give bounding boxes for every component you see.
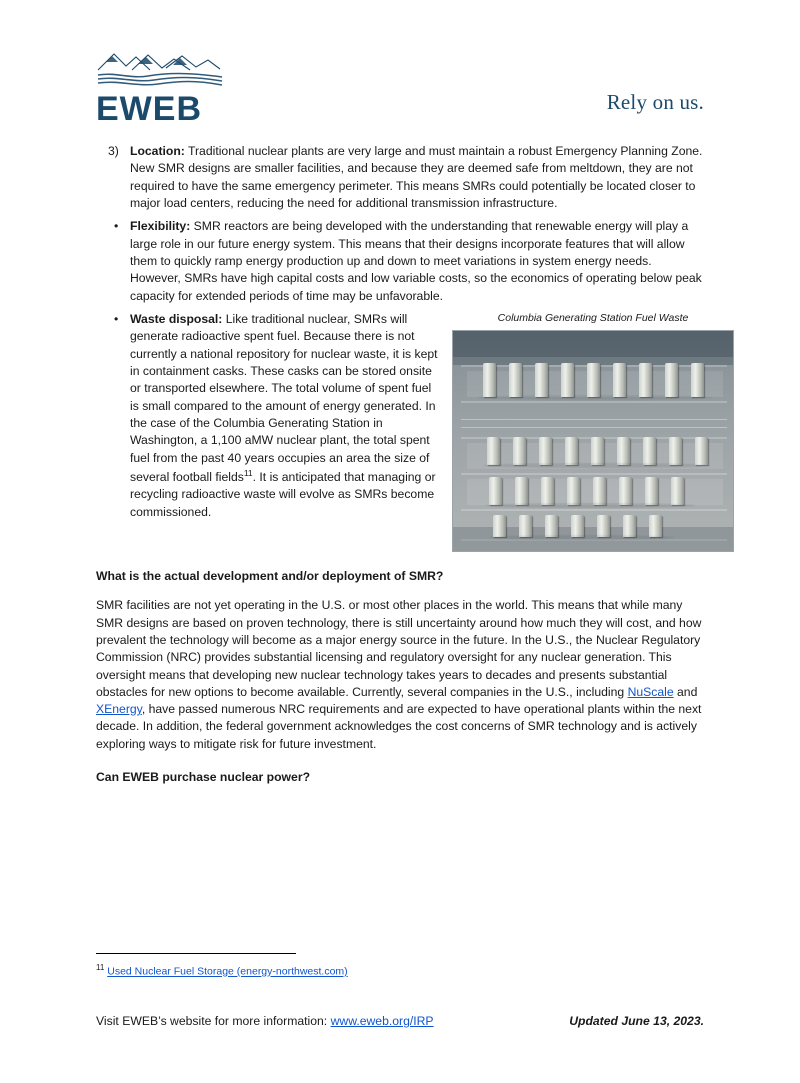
footnote-reference: 11 (243, 467, 253, 478)
footer-updated-date: Updated June 13, 2023. (569, 1014, 704, 1028)
tagline: Rely on us. (606, 90, 704, 114)
eweb-logo (96, 48, 231, 126)
paragraph-text-b: and (673, 684, 698, 699)
figure-fuel-waste (452, 311, 734, 552)
dry-cask-storage-photo (452, 330, 734, 552)
paragraph-text-c: , have passed numerous NRC requirements and are expected to have operational plants within the next decade. In addition, the federal government acknowledges the cost concerns of SMR technology and is actively exploring ways to mitigate risk for future investment. (96, 702, 702, 751)
list-marker: • (114, 311, 119, 326)
page-header (0, 48, 800, 143)
link-nuscale[interactable]: NuScale (627, 684, 674, 699)
list-marker: • (114, 219, 119, 234)
footnote-area (96, 953, 704, 979)
section-heading-development: What is the actual development and/or deployment of SMR? (96, 568, 444, 583)
footer-link-irp[interactable]: www.eweb.org/IRP (330, 1014, 434, 1028)
logo-wordmark: EWEB (96, 90, 202, 128)
list-item-lead: Waste disposal: (130, 311, 223, 326)
paragraph-text-a: SMR facilities are not yet operating in the U.S. or most other places in the world. This means that while many SMR designs are based on proven technology, there is still uncertainty around how much they will cost, and how prevalent the technology will become as a major energy source in the future. In the U.S., the Nuclear Regulatory Commission (NRC) provides substantial licensing and regulatory oversight for any nuclear generation. This oversight means that developing new nuclear technology takes years to decades and presents substantial obstacles for new options to become available. Currently, several companies in the U.S., including (96, 598, 702, 699)
waste-text-part2: . It is anticipated that managing or recycling radioactive waste will evolve as SMRs become commissioned. (130, 469, 436, 519)
document-page (0, 48, 800, 1083)
footnote-separator (96, 953, 296, 954)
list-item-lead: Location: (130, 144, 185, 158)
footnote-link[interactable]: Used Nuclear Fuel Storage (energy-northwest.com) (107, 965, 348, 978)
document-body (0, 143, 800, 786)
footnote-number: 11 (96, 963, 105, 972)
list-item (96, 143, 704, 212)
waste-text-part1: Like traditional nuclear, SMRs will generate radioactive spent fuel. Because there is not currently a national repository for nuclear waste, it is kept in containment casks. These casks can be stored onsite or transported elsewhere. The total volume of spent fuel is small compared to the amount of energy generated. In the case of the Columbia Generating Station in Washington, a 1,100 aMW nuclear plant, the total spent fuel from the past 40 years occupies an area the size of several football fields (130, 311, 438, 484)
footnote-entry (96, 962, 704, 979)
waste-disposal-section (96, 311, 704, 552)
list-item-text: SMR reactors are being developed with the understanding that renewable energy will play a large role in our future energy system. This means that their designs incorporate features that will allow them to quickly ramp energy production up and down to meet variations in system energy needs. However, SMRs have high capital costs and low variable costs, so the economics of operating below peak capacity for extended periods of time may be unfavorable. (130, 219, 702, 303)
page-footer (96, 1014, 704, 1028)
paragraph-development (96, 597, 704, 753)
waste-disposal-text (130, 311, 438, 552)
list-item (96, 218, 704, 305)
link-xenergy[interactable]: XEnergy (96, 702, 142, 717)
mountain-river-logo-icon (96, 48, 224, 90)
list-item-body (130, 143, 704, 212)
footer-text: Visit EWEB’s website for more information: (96, 1014, 331, 1028)
list-item-text: Traditional nuclear plants are very large and must maintain a robust Emergency Planning Zone. New SMR designs are smaller facilities, and because they are deemed safe from meltdown, they are not required to have the same emergency perimeter. This means SMRs could potentially be located closer to major load centers, reducing the need for additional transmission infrastructure. (130, 144, 703, 210)
list-item-body (130, 218, 704, 305)
list-item-lead: Flexibility: (130, 219, 191, 234)
section-heading-purchase: Can EWEB purchase nuclear power? (96, 770, 311, 785)
figure-caption: Columbia Generating Station Fuel Waste (497, 311, 689, 324)
footer-left (96, 1014, 434, 1028)
list-marker: 3) (108, 144, 119, 158)
